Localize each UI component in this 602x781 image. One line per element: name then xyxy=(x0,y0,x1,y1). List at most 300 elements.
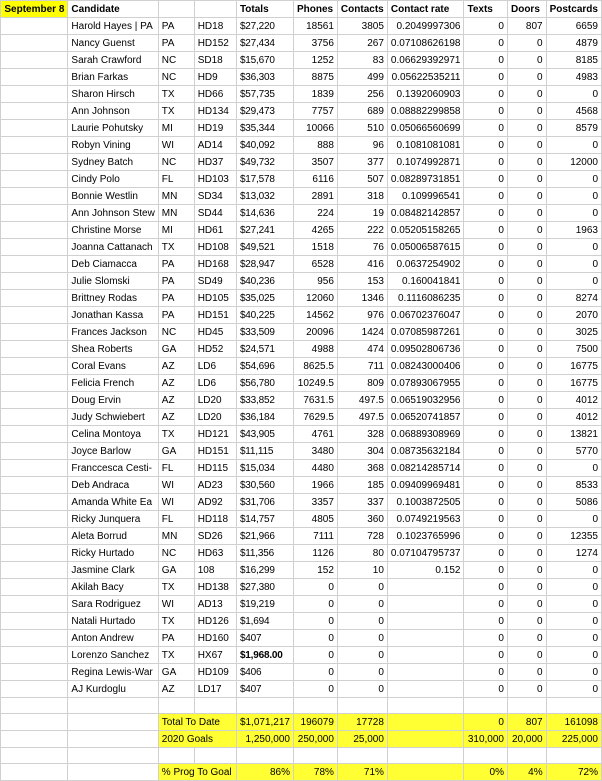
cell-texts[interactable]: 0 xyxy=(464,324,508,341)
cell-contacts[interactable]: 0 xyxy=(337,579,387,596)
cell-contact-rate[interactable]: 0.06520741857 xyxy=(387,409,464,426)
cell-doors[interactable]: 0 xyxy=(507,52,546,69)
cell-state[interactable]: AZ xyxy=(158,375,194,392)
cell-contact-rate[interactable] xyxy=(387,664,464,681)
row-gutter-cell[interactable] xyxy=(1,205,68,222)
cell-candidate[interactable]: Anton Andrew xyxy=(68,630,158,647)
cell-texts[interactable]: 0 xyxy=(464,681,508,698)
cell-texts[interactable]: 0 xyxy=(464,426,508,443)
summary-texts[interactable]: 310,000 xyxy=(464,731,508,748)
cell-postcards[interactable]: 2070 xyxy=(546,307,601,324)
cell-postcards[interactable]: 0 xyxy=(546,137,601,154)
cell-district[interactable]: SD34 xyxy=(194,188,236,205)
cell-district[interactable]: HD118 xyxy=(194,511,236,528)
cell-district[interactable]: HD52 xyxy=(194,341,236,358)
cell-contacts[interactable]: 377 xyxy=(337,154,387,171)
cell-contact-rate[interactable]: 0.07104795737 xyxy=(387,545,464,562)
cell-doors[interactable]: 0 xyxy=(507,511,546,528)
cell-postcards[interactable]: 1274 xyxy=(546,545,601,562)
cell-candidate[interactable]: Harold Hayes | PA xyxy=(68,18,158,35)
empty-cell[interactable] xyxy=(294,698,338,714)
cell-district[interactable]: HD134 xyxy=(194,103,236,120)
cell-contacts[interactable]: 809 xyxy=(337,375,387,392)
cell-phones[interactable]: 20096 xyxy=(294,324,338,341)
cell-phones[interactable]: 3756 xyxy=(294,35,338,52)
cell-phones[interactable]: 956 xyxy=(294,273,338,290)
cell-postcards[interactable]: 12355 xyxy=(546,528,601,545)
cell-phones[interactable]: 8625.5 xyxy=(294,358,338,375)
cell-contact-rate[interactable]: 0.06702376047 xyxy=(387,307,464,324)
cell-postcards[interactable]: 0 xyxy=(546,647,601,664)
cell-postcards[interactable]: 4012 xyxy=(546,392,601,409)
cell-postcards[interactable]: 0 xyxy=(546,239,601,256)
cell-contacts[interactable]: 0 xyxy=(337,630,387,647)
cell-phones[interactable]: 7629.5 xyxy=(294,409,338,426)
cell-texts[interactable]: 0 xyxy=(464,341,508,358)
cell-state[interactable]: MN xyxy=(158,205,194,222)
row-gutter-cell[interactable] xyxy=(1,52,68,69)
cell-totals[interactable]: $33,509 xyxy=(236,324,293,341)
cell-contacts[interactable]: 510 xyxy=(337,120,387,137)
cell-doors[interactable]: 0 xyxy=(507,392,546,409)
cell-postcards[interactable]: 8579 xyxy=(546,120,601,137)
cell-contact-rate[interactable] xyxy=(387,630,464,647)
cell-contact-rate[interactable]: 0.08243000406 xyxy=(387,358,464,375)
cell-candidate[interactable]: Akilah Bacy xyxy=(68,579,158,596)
cell-state[interactable]: MN xyxy=(158,528,194,545)
cell-district[interactable]: HD115 xyxy=(194,460,236,477)
cell-totals[interactable]: $27,220 xyxy=(236,18,293,35)
cell-state[interactable]: MI xyxy=(158,120,194,137)
cell-state[interactable]: MN xyxy=(158,188,194,205)
cell-phones[interactable]: 6528 xyxy=(294,256,338,273)
cell-contacts[interactable]: 976 xyxy=(337,307,387,324)
cell-postcards[interactable]: 16775 xyxy=(546,358,601,375)
cell-district[interactable]: HD151 xyxy=(194,307,236,324)
summary-postcards[interactable]: 225,000 xyxy=(546,731,601,748)
cell-postcards[interactable]: 0 xyxy=(546,205,601,222)
cell-state[interactable]: TX xyxy=(158,103,194,120)
cell-district[interactable]: HD108 xyxy=(194,239,236,256)
cell-contacts[interactable]: 153 xyxy=(337,273,387,290)
cell-contact-rate[interactable]: 0.06889308969 xyxy=(387,426,464,443)
cell-texts[interactable]: 0 xyxy=(464,409,508,426)
cell-postcards[interactable]: 5770 xyxy=(546,443,601,460)
summary-doors[interactable]: 4% xyxy=(507,764,546,781)
cell-candidate[interactable]: Robyn Vining xyxy=(68,137,158,154)
cell-contacts[interactable]: 0 xyxy=(337,613,387,630)
cell-contact-rate[interactable] xyxy=(387,647,464,664)
cell-totals[interactable]: $40,092 xyxy=(236,137,293,154)
cell-candidate[interactable]: Ricky Junquera xyxy=(68,511,158,528)
cell-candidate[interactable]: Aleta Borrud xyxy=(68,528,158,545)
cell-doors[interactable]: 0 xyxy=(507,460,546,477)
cell-postcards[interactable]: 0 xyxy=(546,188,601,205)
cell-totals[interactable]: $40,236 xyxy=(236,273,293,290)
cell-doors[interactable]: 0 xyxy=(507,69,546,86)
cell-postcards[interactable]: 16775 xyxy=(546,375,601,392)
cell-state[interactable]: TX xyxy=(158,426,194,443)
cell-state[interactable]: TX xyxy=(158,647,194,664)
cell-doors[interactable]: 0 xyxy=(507,613,546,630)
cell-state[interactable]: PA xyxy=(158,256,194,273)
cell-district[interactable]: HD18 xyxy=(194,18,236,35)
cell-contact-rate[interactable]: 0.08735632184 xyxy=(387,443,464,460)
empty-cell[interactable] xyxy=(194,698,236,714)
cell-state[interactable]: TX xyxy=(158,239,194,256)
row-gutter-cell[interactable] xyxy=(1,35,68,52)
empty-cell[interactable] xyxy=(68,698,158,714)
cell-texts[interactable]: 0 xyxy=(464,562,508,579)
cell-district[interactable]: HD37 xyxy=(194,154,236,171)
cell-phones[interactable]: 888 xyxy=(294,137,338,154)
cell-totals[interactable]: $49,732 xyxy=(236,154,293,171)
cell-contact-rate[interactable]: 0.160041841 xyxy=(387,273,464,290)
cell-district[interactable]: SD18 xyxy=(194,52,236,69)
cell-contact-rate[interactable]: 0.08289731851 xyxy=(387,171,464,188)
cell-texts[interactable]: 0 xyxy=(464,528,508,545)
cell-doors[interactable]: 0 xyxy=(507,86,546,103)
cell-candidate[interactable]: Sydney Batch xyxy=(68,154,158,171)
cell-district[interactable]: AD13 xyxy=(194,596,236,613)
cell-contacts[interactable]: 728 xyxy=(337,528,387,545)
date-label-cell[interactable]: September 8 xyxy=(1,1,68,18)
cell-totals[interactable]: $19,219 xyxy=(236,596,293,613)
cell-contacts[interactable]: 497.5 xyxy=(337,409,387,426)
row-gutter-cell[interactable] xyxy=(1,664,68,681)
cell-state[interactable]: AZ xyxy=(158,392,194,409)
cell-texts[interactable]: 0 xyxy=(464,545,508,562)
cell-phones[interactable]: 1966 xyxy=(294,477,338,494)
cell-texts[interactable]: 0 xyxy=(464,460,508,477)
cell-candidate[interactable]: Joanna Cattanach xyxy=(68,239,158,256)
cell-candidate[interactable]: Judy Schwiebert xyxy=(68,409,158,426)
cell-district[interactable]: HD45 xyxy=(194,324,236,341)
cell-state[interactable]: WI xyxy=(158,477,194,494)
cell-candidate[interactable]: Regina Lewis-War xyxy=(68,664,158,681)
cell-totals[interactable]: $30,560 xyxy=(236,477,293,494)
cell-texts[interactable]: 0 xyxy=(464,579,508,596)
cell-texts[interactable]: 0 xyxy=(464,273,508,290)
row-gutter-cell[interactable] xyxy=(1,528,68,545)
cell-totals[interactable]: $11,115 xyxy=(236,443,293,460)
cell-phones[interactable]: 4761 xyxy=(294,426,338,443)
row-gutter-cell[interactable] xyxy=(1,324,68,341)
cell-contacts[interactable]: 83 xyxy=(337,52,387,69)
cell-postcards[interactable]: 0 xyxy=(546,256,601,273)
cell-state[interactable]: TX xyxy=(158,613,194,630)
cell-contacts[interactable]: 1424 xyxy=(337,324,387,341)
cell-phones[interactable]: 1839 xyxy=(294,86,338,103)
cell-texts[interactable]: 0 xyxy=(464,137,508,154)
cell-doors[interactable]: 0 xyxy=(507,341,546,358)
summary-label[interactable]: Total To Date xyxy=(158,714,236,731)
cell-phones[interactable]: 10249.5 xyxy=(294,375,338,392)
cell-postcards[interactable]: 0 xyxy=(546,511,601,528)
summary-postcards[interactable]: 72% xyxy=(546,764,601,781)
cell-contact-rate[interactable]: 0.05622535211 xyxy=(387,69,464,86)
empty-cell[interactable] xyxy=(1,714,68,731)
cell-candidate[interactable]: Doug Ervin xyxy=(68,392,158,409)
empty-cell[interactable] xyxy=(546,748,601,764)
cell-texts[interactable]: 0 xyxy=(464,596,508,613)
cell-texts[interactable]: 0 xyxy=(464,35,508,52)
empty-cell[interactable] xyxy=(387,748,464,764)
cell-phones[interactable]: 1126 xyxy=(294,545,338,562)
cell-contacts[interactable]: 256 xyxy=(337,86,387,103)
cell-contacts[interactable]: 497.5 xyxy=(337,392,387,409)
summary-phones[interactable]: 250,000 xyxy=(294,731,338,748)
row-gutter-cell[interactable] xyxy=(1,596,68,613)
cell-texts[interactable]: 0 xyxy=(464,443,508,460)
cell-contact-rate[interactable]: 0.09502806736 xyxy=(387,341,464,358)
cell-totals[interactable]: $36,184 xyxy=(236,409,293,426)
cell-totals[interactable]: $35,025 xyxy=(236,290,293,307)
cell-phones[interactable]: 8875 xyxy=(294,69,338,86)
empty-cell[interactable] xyxy=(68,748,158,764)
cell-contact-rate[interactable]: 0.0637254902 xyxy=(387,256,464,273)
cell-doors[interactable]: 0 xyxy=(507,35,546,52)
cell-doors[interactable]: 0 xyxy=(507,664,546,681)
row-gutter-cell[interactable] xyxy=(1,307,68,324)
cell-contact-rate[interactable]: 0.1116086235 xyxy=(387,290,464,307)
summary-contact-rate[interactable] xyxy=(387,764,464,781)
cell-phones[interactable]: 4805 xyxy=(294,511,338,528)
cell-contact-rate[interactable]: 0.05006587615 xyxy=(387,239,464,256)
cell-district[interactable]: HD19 xyxy=(194,120,236,137)
cell-totals[interactable]: $17,578 xyxy=(236,171,293,188)
header-contact-rate[interactable]: Contact rate xyxy=(387,1,464,18)
cell-doors[interactable]: 0 xyxy=(507,681,546,698)
cell-totals[interactable]: $29,473 xyxy=(236,103,293,120)
cell-candidate[interactable]: Cindy Polo xyxy=(68,171,158,188)
cell-phones[interactable]: 0 xyxy=(294,596,338,613)
cell-phones[interactable]: 7631.5 xyxy=(294,392,338,409)
cell-contact-rate[interactable]: 0.08214285714 xyxy=(387,460,464,477)
cell-totals[interactable]: $1,968.00 xyxy=(236,647,293,664)
row-gutter-cell[interactable] xyxy=(1,358,68,375)
row-gutter-cell[interactable] xyxy=(1,341,68,358)
cell-candidate[interactable]: Celina Montoya xyxy=(68,426,158,443)
cell-texts[interactable]: 0 xyxy=(464,630,508,647)
cell-doors[interactable]: 0 xyxy=(507,562,546,579)
cell-district[interactable]: AD23 xyxy=(194,477,236,494)
empty-cell[interactable] xyxy=(194,748,236,764)
cell-candidate[interactable]: Coral Evans xyxy=(68,358,158,375)
cell-doors[interactable]: 0 xyxy=(507,239,546,256)
cell-state[interactable]: GA xyxy=(158,664,194,681)
empty-cell[interactable] xyxy=(464,748,508,764)
cell-state[interactable]: GA xyxy=(158,443,194,460)
cell-contact-rate[interactable]: 0.1074992871 xyxy=(387,154,464,171)
empty-cell[interactable] xyxy=(507,698,546,714)
cell-contact-rate[interactable]: 0.08482142857 xyxy=(387,205,464,222)
cell-state[interactable]: WI xyxy=(158,494,194,511)
cell-district[interactable]: 108 xyxy=(194,562,236,579)
cell-totals[interactable]: $27,434 xyxy=(236,35,293,52)
cell-contact-rate[interactable]: 0.0749219563 xyxy=(387,511,464,528)
cell-phones[interactable]: 152 xyxy=(294,562,338,579)
cell-district[interactable]: HD63 xyxy=(194,545,236,562)
cell-state[interactable]: AZ xyxy=(158,681,194,698)
cell-state[interactable]: WI xyxy=(158,137,194,154)
cell-contact-rate[interactable] xyxy=(387,681,464,698)
cell-doors[interactable]: 0 xyxy=(507,528,546,545)
cell-district[interactable]: AD14 xyxy=(194,137,236,154)
cell-candidate[interactable]: Frances Jackson xyxy=(68,324,158,341)
cell-phones[interactable]: 18561 xyxy=(294,18,338,35)
cell-contact-rate[interactable]: 0.06629392971 xyxy=(387,52,464,69)
cell-phones[interactable]: 14562 xyxy=(294,307,338,324)
cell-contacts[interactable]: 474 xyxy=(337,341,387,358)
cell-postcards[interactable]: 4879 xyxy=(546,35,601,52)
cell-candidate[interactable]: Bonnie Westlin xyxy=(68,188,158,205)
row-gutter-cell[interactable] xyxy=(1,154,68,171)
empty-cell[interactable] xyxy=(337,698,387,714)
summary-contact-rate[interactable] xyxy=(387,731,464,748)
cell-postcards[interactable]: 4012 xyxy=(546,409,601,426)
cell-texts[interactable]: 0 xyxy=(464,86,508,103)
cell-texts[interactable]: 0 xyxy=(464,239,508,256)
cell-contacts[interactable]: 10 xyxy=(337,562,387,579)
row-gutter-cell[interactable] xyxy=(1,426,68,443)
cell-state[interactable]: FL xyxy=(158,171,194,188)
cell-contacts[interactable]: 499 xyxy=(337,69,387,86)
header-district[interactable] xyxy=(194,1,236,18)
cell-state[interactable]: PA xyxy=(158,290,194,307)
cell-totals[interactable]: $407 xyxy=(236,630,293,647)
cell-doors[interactable]: 0 xyxy=(507,579,546,596)
cell-totals[interactable]: $14,757 xyxy=(236,511,293,528)
row-gutter-cell[interactable] xyxy=(1,375,68,392)
cell-totals[interactable]: $16,299 xyxy=(236,562,293,579)
cell-texts[interactable]: 0 xyxy=(464,256,508,273)
cell-state[interactable]: PA xyxy=(158,307,194,324)
cell-state[interactable]: PA xyxy=(158,273,194,290)
cell-contacts[interactable]: 19 xyxy=(337,205,387,222)
cell-totals[interactable]: $27,380 xyxy=(236,579,293,596)
cell-state[interactable]: AZ xyxy=(158,358,194,375)
empty-cell[interactable] xyxy=(1,731,68,748)
header-contacts[interactable]: Contacts xyxy=(337,1,387,18)
cell-contacts[interactable]: 185 xyxy=(337,477,387,494)
cell-phones[interactable]: 224 xyxy=(294,205,338,222)
summary-label[interactable]: % Prog To Goal xyxy=(158,764,236,781)
cell-postcards[interactable]: 4983 xyxy=(546,69,601,86)
summary-totals[interactable]: 1,250,000 xyxy=(236,731,293,748)
cell-candidate[interactable]: Jonathan Kassa xyxy=(68,307,158,324)
cell-texts[interactable]: 0 xyxy=(464,511,508,528)
cell-doors[interactable]: 0 xyxy=(507,120,546,137)
cell-candidate[interactable]: Deb Ciamacca xyxy=(68,256,158,273)
cell-contact-rate[interactable]: 0.07085987261 xyxy=(387,324,464,341)
cell-candidate[interactable]: Nancy Guenst xyxy=(68,35,158,52)
cell-doors[interactable]: 0 xyxy=(507,409,546,426)
cell-state[interactable]: NC xyxy=(158,545,194,562)
cell-candidate[interactable]: Lorenzo Sanchez xyxy=(68,647,158,664)
cell-contacts[interactable]: 360 xyxy=(337,511,387,528)
row-gutter-cell[interactable] xyxy=(1,256,68,273)
cell-totals[interactable]: $57,735 xyxy=(236,86,293,103)
cell-texts[interactable]: 0 xyxy=(464,375,508,392)
cell-totals[interactable]: $28,947 xyxy=(236,256,293,273)
cell-phones[interactable]: 0 xyxy=(294,579,338,596)
row-gutter-cell[interactable] xyxy=(1,409,68,426)
cell-state[interactable]: TX xyxy=(158,579,194,596)
row-gutter-cell[interactable] xyxy=(1,137,68,154)
cell-state[interactable]: NC xyxy=(158,154,194,171)
row-gutter-cell[interactable] xyxy=(1,477,68,494)
cell-postcards[interactable]: 8274 xyxy=(546,290,601,307)
cell-district[interactable]: LD20 xyxy=(194,392,236,409)
cell-candidate[interactable]: Deb Andraca xyxy=(68,477,158,494)
cell-contacts[interactable]: 76 xyxy=(337,239,387,256)
cell-texts[interactable]: 0 xyxy=(464,120,508,137)
cell-totals[interactable]: $31,706 xyxy=(236,494,293,511)
cell-contacts[interactable]: 328 xyxy=(337,426,387,443)
cell-contact-rate[interactable] xyxy=(387,579,464,596)
row-gutter-cell[interactable] xyxy=(1,494,68,511)
row-gutter-cell[interactable] xyxy=(1,630,68,647)
cell-phones[interactable]: 1518 xyxy=(294,239,338,256)
cell-doors[interactable]: 0 xyxy=(507,103,546,120)
row-gutter-cell[interactable] xyxy=(1,579,68,596)
cell-postcards[interactable]: 12000 xyxy=(546,154,601,171)
cell-district[interactable]: HD160 xyxy=(194,630,236,647)
cell-doors[interactable]: 0 xyxy=(507,205,546,222)
cell-texts[interactable]: 0 xyxy=(464,52,508,69)
header-candidate[interactable]: Candidate xyxy=(68,1,158,18)
cell-texts[interactable]: 0 xyxy=(464,358,508,375)
cell-doors[interactable]: 0 xyxy=(507,443,546,460)
cell-texts[interactable]: 0 xyxy=(464,18,508,35)
cell-postcards[interactable]: 0 xyxy=(546,579,601,596)
cell-candidate[interactable]: Ricky Hurtado xyxy=(68,545,158,562)
cell-district[interactable]: HD61 xyxy=(194,222,236,239)
cell-candidate[interactable]: Natali Hurtado xyxy=(68,613,158,630)
summary-texts[interactable]: 0% xyxy=(464,764,508,781)
empty-cell[interactable] xyxy=(68,731,158,748)
cell-postcards[interactable]: 3025 xyxy=(546,324,601,341)
cell-contact-rate[interactable]: 0.1392060903 xyxy=(387,86,464,103)
cell-phones[interactable]: 4265 xyxy=(294,222,338,239)
summary-postcards[interactable]: 161098 xyxy=(546,714,601,731)
cell-candidate[interactable]: Franccesca Cesti- xyxy=(68,460,158,477)
cell-district[interactable]: SD44 xyxy=(194,205,236,222)
cell-postcards[interactable]: 0 xyxy=(546,171,601,188)
empty-cell[interactable] xyxy=(236,748,293,764)
cell-phones[interactable]: 12060 xyxy=(294,290,338,307)
cell-contacts[interactable]: 267 xyxy=(337,35,387,52)
header-state[interactable] xyxy=(158,1,194,18)
cell-contact-rate[interactable]: 0.1023765996 xyxy=(387,528,464,545)
cell-state[interactable]: PA xyxy=(158,630,194,647)
cell-contact-rate[interactable]: 0.1081081081 xyxy=(387,137,464,154)
cell-totals[interactable]: $56,780 xyxy=(236,375,293,392)
header-texts[interactable]: Texts xyxy=(464,1,508,18)
cell-contact-rate[interactable]: 0.08882299858 xyxy=(387,103,464,120)
cell-contacts[interactable]: 96 xyxy=(337,137,387,154)
cell-district[interactable]: AD92 xyxy=(194,494,236,511)
empty-cell[interactable] xyxy=(158,748,194,764)
row-gutter-cell[interactable] xyxy=(1,392,68,409)
empty-cell[interactable] xyxy=(507,748,546,764)
cell-state[interactable]: GA xyxy=(158,341,194,358)
cell-district[interactable]: LD20 xyxy=(194,409,236,426)
cell-phones[interactable]: 7757 xyxy=(294,103,338,120)
cell-totals[interactable]: $15,670 xyxy=(236,52,293,69)
cell-postcards[interactable]: 8533 xyxy=(546,477,601,494)
